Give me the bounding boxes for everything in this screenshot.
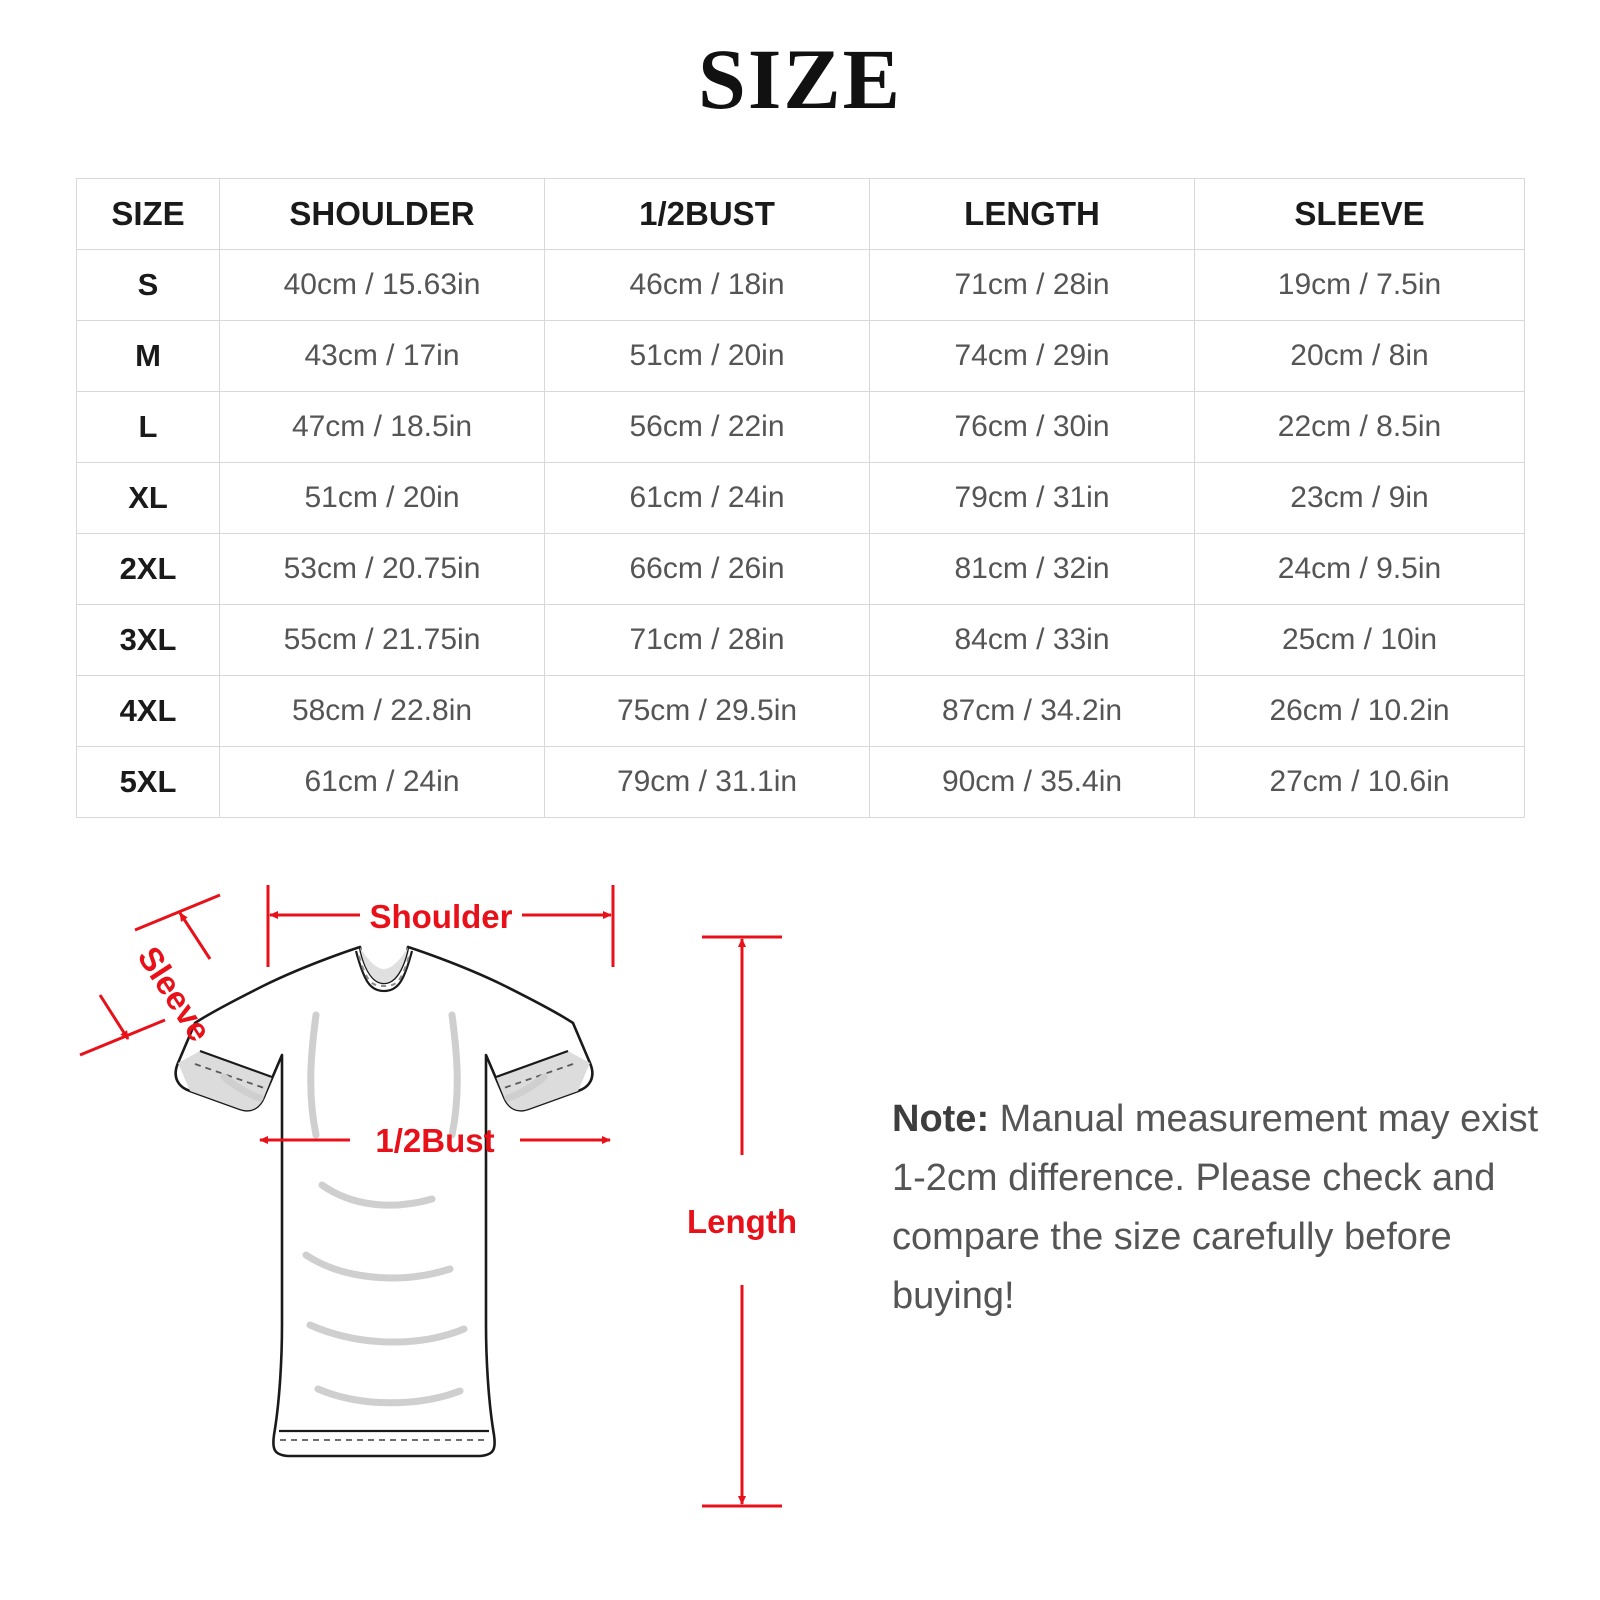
sleeve-arrow-lower [100,995,128,1039]
cell-sleeve: 22cm / 8.5in [1195,392,1525,463]
tshirt-illustration [176,947,593,1456]
cell-size: S [77,250,220,321]
measurement-diagram [60,855,860,1555]
cell-length: 74cm / 29in [870,321,1195,392]
column-header-shoulder: SHOULDER [220,179,545,250]
cell-shoulder: 51cm / 20in [220,463,545,534]
sleeve-top-tick [135,895,220,930]
column-header-sleeve: SLEEVE [1195,179,1525,250]
cell-bust: 71cm / 28in [545,605,870,676]
cell-size: M [77,321,220,392]
cell-bust: 46cm / 18in [545,250,870,321]
cell-length: 90cm / 35.4in [870,747,1195,818]
size-chart-table [76,178,1525,818]
page-title: SIZE [697,31,903,127]
cell-size: 3XL [77,605,220,676]
cell-size: 2XL [77,534,220,605]
cell-shoulder: 40cm / 15.63in [220,250,545,321]
column-header-size: SIZE [77,179,220,250]
cell-sleeve: 20cm / 8in [1195,321,1525,392]
cell-shoulder: 47cm / 18.5in [220,392,545,463]
cell-shoulder: 58cm / 22.8in [220,676,545,747]
cell-length: 84cm / 33in [870,605,1195,676]
cell-shoulder: 61cm / 24in [220,747,545,818]
table-row [77,676,1525,747]
cell-length: 79cm / 31in [870,463,1195,534]
cell-shoulder: 55cm / 21.75in [220,605,545,676]
table-row [77,321,1525,392]
cell-bust: 51cm / 20in [545,321,870,392]
cell-shoulder: 53cm / 20.75in [220,534,545,605]
cell-sleeve: 24cm / 9.5in [1195,534,1525,605]
measurement-note [892,1090,1552,1326]
cell-bust: 56cm / 22in [545,392,870,463]
cell-sleeve: 27cm / 10.6in [1195,747,1525,818]
sleeve-bottom-tick [80,1020,165,1055]
cell-bust: 79cm / 31.1in [545,747,870,818]
cell-shoulder: 43cm / 17in [220,321,545,392]
cell-bust: 75cm / 29.5in [545,676,870,747]
cell-sleeve: 26cm / 10.2in [1195,676,1525,747]
cell-length: 76cm / 30in [870,392,1195,463]
cell-sleeve: 19cm / 7.5in [1195,250,1525,321]
column-header-bust: 1/2BUST [545,179,870,250]
cell-bust: 61cm / 24in [545,463,870,534]
cell-size: L [77,392,220,463]
cell-size: 4XL [77,676,220,747]
table-row [77,463,1525,534]
table-row [77,250,1525,321]
bust-label: 1/2Bust [375,1122,495,1159]
cell-size: 5XL [77,747,220,818]
shoulder-label: Shoulder [369,898,513,935]
column-header-length: LENGTH [870,179,1195,250]
cell-length: 87cm / 34.2in [870,676,1195,747]
note-label: Note: [892,1098,990,1140]
table-row [77,605,1525,676]
length-label: Length [687,1203,797,1240]
cell-length: 71cm / 28in [870,250,1195,321]
cell-bust: 66cm / 26in [545,534,870,605]
cell-sleeve: 25cm / 10in [1195,605,1525,676]
sleeve-arrow-upper [180,913,210,959]
sleeve-label: Sleeve [130,939,219,1048]
table-row [77,747,1525,818]
table-row [77,534,1525,605]
cell-sleeve: 23cm / 9in [1195,463,1525,534]
table-row [77,392,1525,463]
note-text: Manual measurement may exist 1-2cm difference. Please check and compare the size carefully before buying! [892,1098,1539,1317]
table-header-row [77,179,1525,250]
cell-size: XL [77,463,220,534]
cell-length: 81cm / 32in [870,534,1195,605]
